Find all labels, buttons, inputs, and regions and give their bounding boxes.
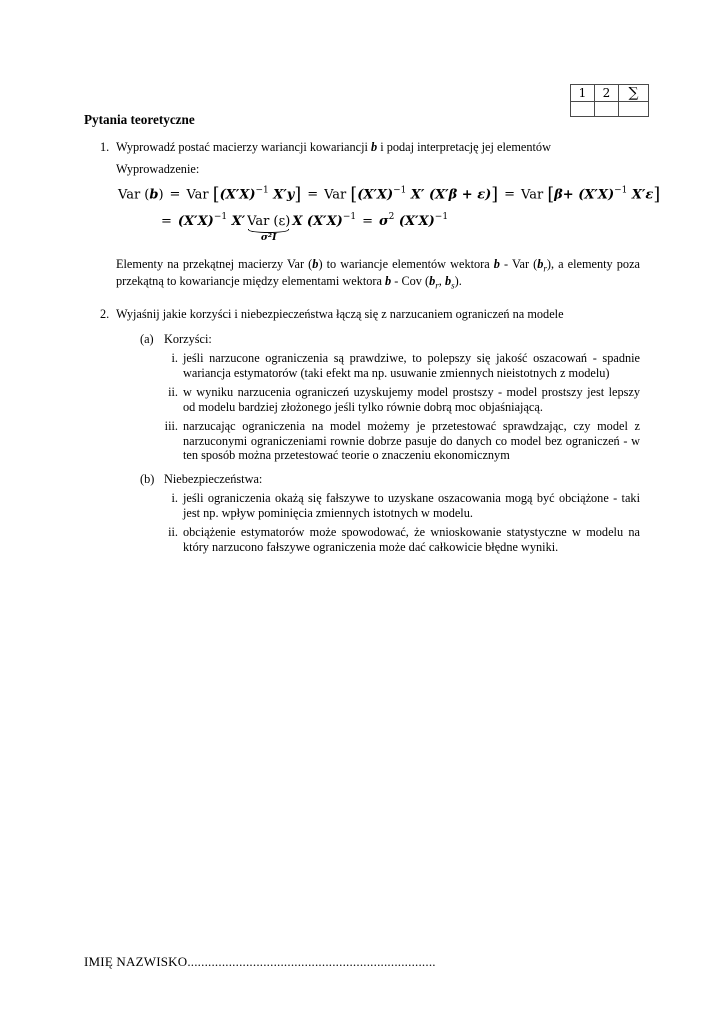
list-item-b-ii-label: ii. — [168, 525, 178, 540]
sub-question-b — [140, 472, 640, 555]
score-header-q1: 1 — [571, 85, 595, 102]
question-1 — [84, 139, 661, 292]
question-1-title: Wyprowadź postać macierzy wariancji kowariancji b i podaj interpretację jej elementów — [116, 139, 551, 154]
list-item-a-ii-text: w wyniku narzucenia ograniczeń uzyskujemy model prostszy - model prostszy jest lepszy od modelu bardziej złożonego jeśli tylko równie dobrą moc objaśniającą. — [183, 385, 640, 414]
sub-question-a-title: Korzyści: — [164, 331, 212, 346]
score-header-sum: ∑ — [619, 85, 649, 102]
content-column — [84, 112, 661, 554]
list-item-a-iii-label: iii. — [164, 419, 178, 434]
question-2-number: 2. — [100, 307, 110, 322]
math-line-2: = $(X'X)^{-1}$ X′ Var (ε) σ²I X $(X'X)^{-1} = \sigma^2$ $(X'X)^{-1}$ — [161, 212, 449, 244]
list-item-b-ii — [140, 525, 640, 554]
score-header-q2: 2 — [595, 85, 619, 102]
question-2-body — [116, 307, 640, 554]
name-line: IMIĘ NAZWISKO........................................................................ — [84, 954, 436, 969]
interpretation-paragraph: Elementy na przekątnej macierzy Var (b) to wariancje elementów wektora b - Var $(b_r)$, a elementy poza przekątną to kowariancje między elementami wektora b - Cov ($b_r$, $b_s$). — [116, 257, 640, 291]
math-line-1: Var (b) = Var [$(X'X)^{-1}$ X′y] = Var [$(X'X)^{-1}$ X′ (X′β + ε)] = Var [$\beta+ (X'X)^{-1}$ X′ε] — [118, 184, 661, 205]
question-2-title: Wyjaśnij jakie korzyści i niebezpieczeństwa łączą się z narzucaniem ograniczeń na modele — [116, 307, 564, 322]
derivation-label: Wyprowadzenie: — [116, 162, 200, 177]
sub-question-b-title: Niebezpieczeństwa: — [164, 471, 263, 486]
list-item-a-ii-label: ii. — [168, 385, 178, 400]
list-item-b-i-text: jeśli ograniczenia okażą się fałszywe to uzyskane oszacowania mogą być obciążone - taki jest np. wpływ pominięcia zmiennych istotnych w modelu. — [183, 491, 640, 520]
score-header-row — [571, 85, 649, 102]
question-1-number: 1. — [100, 139, 110, 154]
page-heading: Pytania teoretyczne — [84, 112, 195, 127]
sub-question-a-header — [140, 332, 640, 347]
list-item-a-iii — [140, 419, 640, 463]
list-item-a-i — [140, 351, 640, 380]
list-item-a-i-text: jeśli narzucone ograniczenia są prawdziwe, to polepszy się jakość oszacowań - spadnie wariancja estymatorów (taki efekt ma np. usuwanie zmiennych nieistotnych z modelu) — [183, 351, 640, 380]
list-item-b-i-label: i. — [171, 491, 178, 506]
question-2 — [84, 307, 640, 554]
question-1-body — [116, 139, 661, 292]
sub-question-b-header — [140, 472, 640, 487]
list-item-b-i — [140, 491, 640, 520]
list-item-a-i-label: i. — [171, 351, 178, 366]
sub-question-a-label: (a) — [140, 331, 154, 346]
sub-question-b-label: (b) — [140, 471, 155, 486]
list-item-a-iii-text: narzucając ograniczenia na model możemy je przetestować sprawdzając, czy model z narzuconymi ograniczeniami rownie dobrze pasuje do danych co model bez ograniczeń - w ten sposób można przetestować teorie o znaczeniu ekonomicznym — [183, 419, 640, 463]
list-item-b-ii-text: obciążenie estymatorów może spowodować, że wnioskowanie statystyczne w modelu na który narzucono fałszywe ograniczenia może dać całkowicie błędne wyniki. — [183, 525, 640, 554]
sub-question-a — [140, 332, 640, 463]
list-item-a-ii — [140, 385, 640, 414]
